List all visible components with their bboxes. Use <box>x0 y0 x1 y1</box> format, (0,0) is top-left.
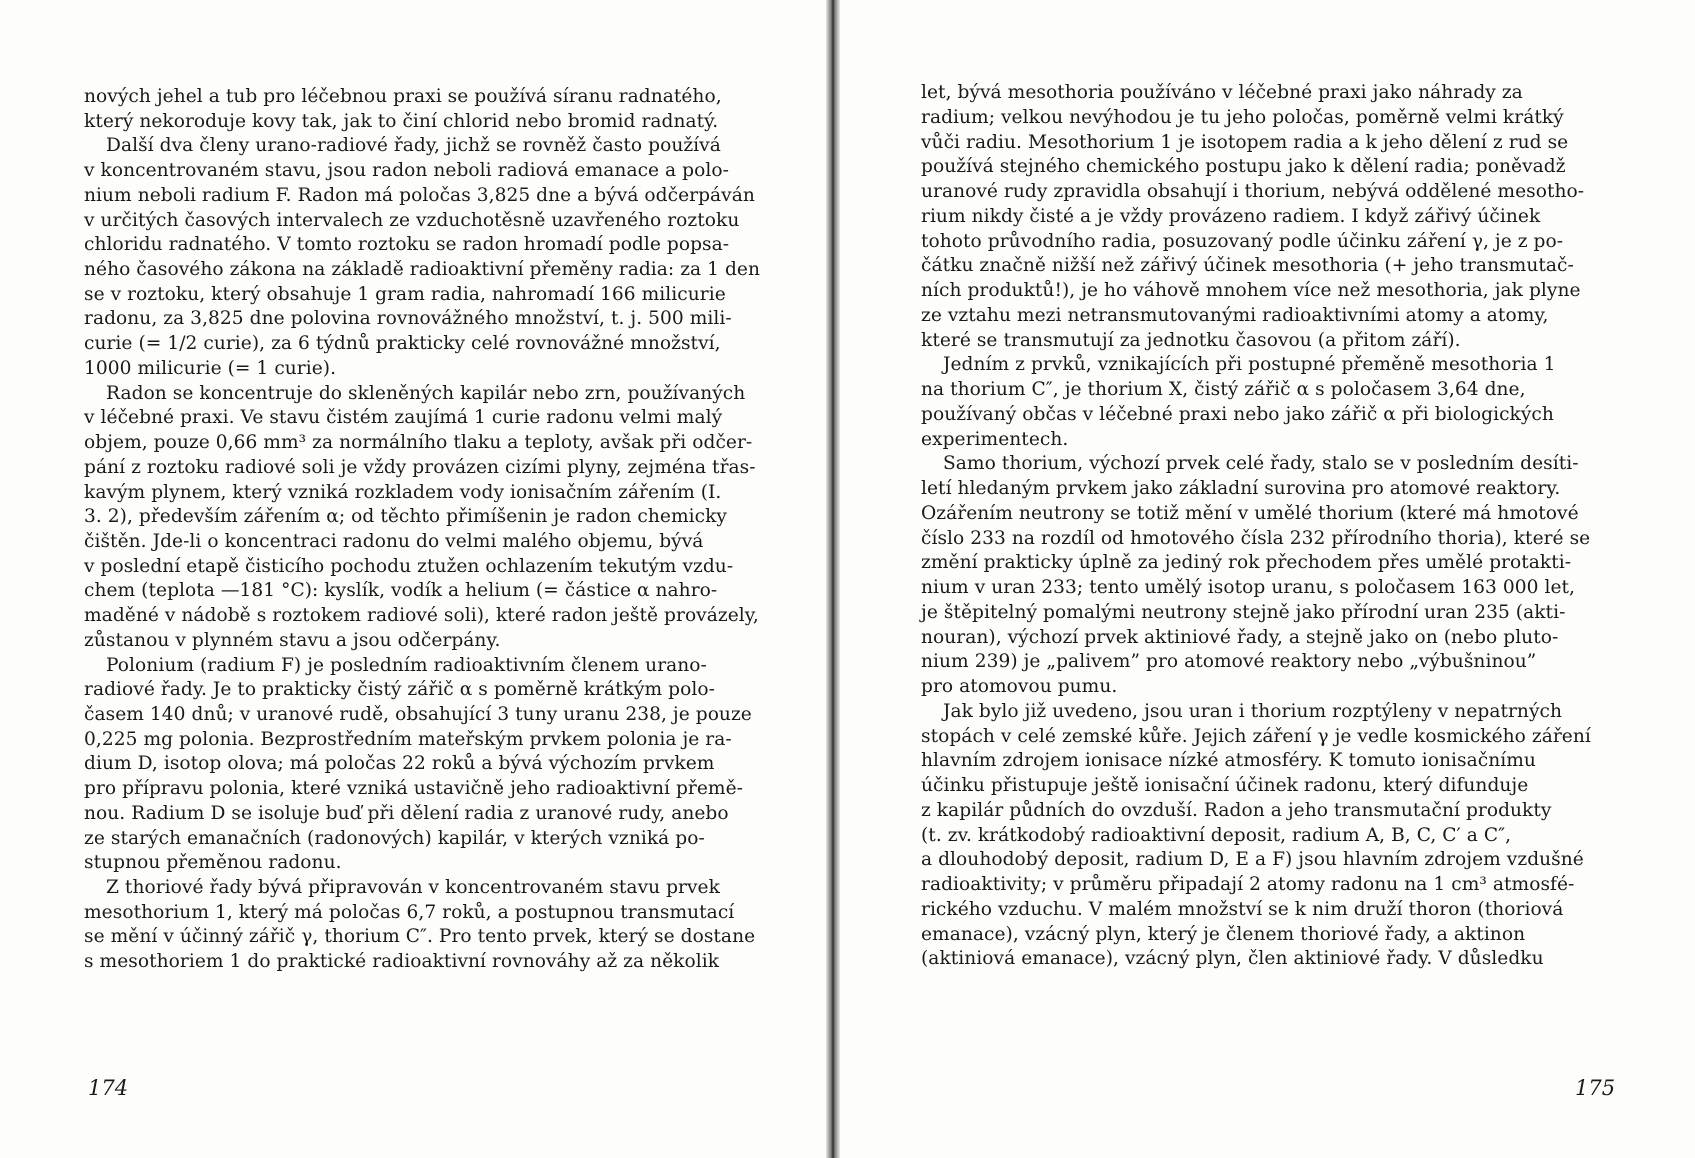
text-line: radium; velkou nevýhodou je tu jeho poločas, poměrně velmi krátký <box>921 106 1564 128</box>
text-line: v určitých časových intervalech ze vzduchotěsně uzavřeného roztoku <box>84 209 740 231</box>
text-line: v poslední etapě čisticího pochodu ztužen ochlazením tekutým vzdu- <box>84 555 734 577</box>
text-line: Polonium (radium F) je posledním radioaktivním členem urano- <box>106 654 707 676</box>
text-line: účinku přistupuje ještě ionisační účinek radonu, který difunduje <box>921 775 1529 796</box>
page-number-left: 174 <box>88 1076 129 1100</box>
text-line: rium nikdy čisté a je vždy provázeno radiem. I když zářivý účinek <box>921 205 1541 227</box>
text-line: radonu, za 3,825 dne polovina rovnovážného množství, t. j. 500 mili- <box>84 308 732 330</box>
text-line: 0,225 mg polonia. Bezprostředním mateřským prvkem polonia je ra- <box>84 728 732 750</box>
text-line: čátku značně nižší než zářivý účinek mesothoria (+ jeho transmutač- <box>921 255 1574 277</box>
text-line: uranové rudy zpravidla obsahují i thorium, nebývá oddělené mesotho- <box>921 181 1585 202</box>
text-line: ného časového zákona na základě radioaktivní přeměny radia: za 1 den <box>84 259 761 281</box>
text-line: nium v uran 233; tento umělý isotop uranu, s poločasem 163 000 let, <box>921 577 1575 598</box>
text-line: pro přípravu polonia, které vzniká ustavičně jeho radioaktivní přemě- <box>84 778 743 800</box>
text-line: nouran), výchozí prvek aktiniové řady, a stejně jako on (nebo pluto- <box>921 626 1559 648</box>
text-line: Jak bylo již uvedeno, jsou uran i thorium rozptýleny v nepatrných <box>943 700 1563 722</box>
text-line: a dlouhodobý deposit, radium D, E a F) jsou hlavním zdrojem vzdušné <box>921 849 1584 871</box>
text-line: ních produktů!), je ho váhově mnohem více než mesothoria, jak plyne <box>921 280 1581 301</box>
text-line: objem, pouze 0,66 mm³ za normálního tlaku a teploty, avšak při odčer- <box>84 432 753 454</box>
text-line: vůči radiu. Mesothorium 1 je isotopem radia a k jeho dělení z rud se <box>921 131 1569 153</box>
text-line: Další dva členy urano-radiové řady, jichž se rovněž často používá <box>106 135 721 157</box>
text-line: na thorium C″, je thorium X, čistý zářič α s poločasem 3,64 dne, <box>921 379 1526 400</box>
text-line: hlavním zdrojem ionisace nízké atmosféry. K tomuto ionisačnímu <box>921 750 1536 772</box>
text-line: číslo 233 na rozdíl od hmotového čísla 232 přírodního thoria), které se <box>921 527 1591 549</box>
text-line: radioaktivity; v průměru připadají 2 atomy radonu na 1 cm³ atmosfé- <box>921 874 1575 895</box>
text-line: rického vzduchu. V malém množství se k nim druží thoron (thoriová <box>921 898 1564 920</box>
book-gutter <box>826 0 840 1158</box>
text-line: pro atomovou pumu. <box>921 676 1118 697</box>
text-line: nových jehel a tub pro léčebnou praxi se používá síranu radnatého, <box>84 86 722 107</box>
text-line: se v roztoku, který obsahuje 1 gram radia, nahromadí 166 milicurie <box>84 283 726 305</box>
text-line: který nekoroduje kovy tak, jak to činí chlorid nebo bromid radnatý. <box>84 110 719 132</box>
text-line: curie (= 1/2 curie), za 6 týdnů prakticky celé rovnovážné množství, <box>84 333 721 355</box>
text-line: s mesothoriem 1 do praktické radioaktivní rovnováhy až za několik <box>84 951 720 973</box>
right-page <box>840 0 1695 1158</box>
text-line: stopách v celé zemské kůře. Jejich záření γ je vedle kosmického záření <box>921 725 1591 747</box>
text-line: (aktiniová emanace), vzácný plyn, člen aktiniové řady. V důsledku <box>921 948 1544 970</box>
text-line: 3. 2), především zářením α; od těchto přimíšenin je radon chemicky <box>84 506 727 528</box>
text-line: změní prakticky úplně za jediný rok přechodem přes umělé protakti- <box>921 552 1572 574</box>
text-line: experimentech. <box>921 428 1069 450</box>
text-line: dium D, isotop olova; má poločas 22 roků a bývá výchozím prvkem <box>84 753 715 775</box>
page-number-right: 175 <box>1575 1076 1616 1100</box>
text-line: maděné v nádobě s roztokem radiové soli), které radon ještě provázely, <box>84 605 759 627</box>
text-line: které se transmutují za jednotku časovou (a přitom září). <box>921 329 1461 351</box>
text-line: nou. Radium D se isoluje buď při dělení radia z uranové rudy, anebo <box>84 802 729 824</box>
text-line: z kapilár půdních do ovzduší. Radon a jeho transmutační produkty <box>921 799 1552 821</box>
text-line: používaný občas v léčebné praxi nebo jako zářič α při biologických <box>921 403 1554 425</box>
text-line: čištěn. Jde-li o koncentraci radonu do velmi malého objemu, bývá <box>84 530 704 552</box>
text-line: letí hledaným prvkem jako základní surovina pro atomové reaktory. <box>921 478 1561 499</box>
text-line: časem 140 dnů; v uranové rudě, obsahující 3 tuny uranu 238, je pouze <box>84 704 752 725</box>
text-line: se mění v účinný zářič γ, thorium C″. Pro tento prvek, který se dostane <box>84 926 756 948</box>
text-line: radiové řady. Je to prakticky čistý zářič α s poměrně krátkým polo- <box>84 679 715 701</box>
text-line: pání z roztoku radiové soli je vždy provázen cizími plyny, zejména třas- <box>84 456 756 478</box>
text-line: chem (teplota —181 °C): kyslík, vodík a helium (= částice α nahro- <box>84 580 718 602</box>
text-line: 1000 milicurie (= 1 curie). <box>84 357 337 379</box>
text-line: mesothorium 1, který má poločas 6,7 roků, a postupnou transmutací <box>84 901 735 923</box>
text-line: ze vztahu mezi netransmutovanými radioaktivními atomy a atomy, <box>921 304 1549 326</box>
text-line: chloridu radnatého. V tomto roztoku se radon hromadí podle popsa- <box>84 234 730 256</box>
text-line: emanace), vzácný plyn, který je členem thoriové řady, a aktinon <box>921 923 1526 945</box>
text-line: zůstanou v plynném stavu a jsou odčerpány. <box>84 629 501 651</box>
text-line: Radon se koncentruje do skleněných kapilár nebo zrn, používaných <box>106 382 746 404</box>
text-line: (t. zv. krátkodobý radioaktivní deposit, radium A, B, C, C′ a C″, <box>921 824 1512 846</box>
left-page <box>0 0 826 1158</box>
text-line: ze starých emanačních (radonových) kapilár, v kterých vzniká po- <box>84 827 705 849</box>
text-line: Ozářením neutrony se totiž mění v umělé thorium (které má hmotové <box>921 502 1579 524</box>
text-line: v léčebné praxi. Ve stavu čistém zaujímá 1 curie radonu velmi malý <box>84 407 723 429</box>
text-line: stupnou přeměnou radonu. <box>84 852 342 874</box>
text-line: Z thoriové řady bývá připravován v koncentrovaném stavu prvek <box>106 877 720 899</box>
text-line: nium 239) je „palivem” pro atomové reaktory nebo „výbušninou” <box>921 651 1537 673</box>
text-line: nium neboli radium F. Radon má poločas 3,825 dne a bývá odčerpáván <box>84 184 755 206</box>
text-line: používá stejného chemického postupu jako k dělení radia; poněvadž <box>921 156 1566 178</box>
text-line: kavým plynem, který vzniká rozkladem vody ionisačním zářením (I. <box>84 481 722 503</box>
text-line: je štěpitelný pomalými neutrony stejně jako přírodní uran 235 (akti- <box>921 601 1566 623</box>
text-line: Samo thorium, výchozí prvek celé řady, stalo se v posledním desíti- <box>943 453 1579 475</box>
text-line: v koncentrovaném stavu, jsou radon neboli radiová emanace a polo- <box>84 160 729 182</box>
text-line: let, bývá mesothoria používáno v léčebné praxi jako náhrady za <box>921 82 1523 103</box>
text-line: Jedním z prvků, vznikajících při postupné přeměně mesothoria 1 <box>943 354 1556 376</box>
text-line: tohoto průvodního radia, posuzovaný podle účinku záření γ, je z po- <box>921 230 1564 252</box>
